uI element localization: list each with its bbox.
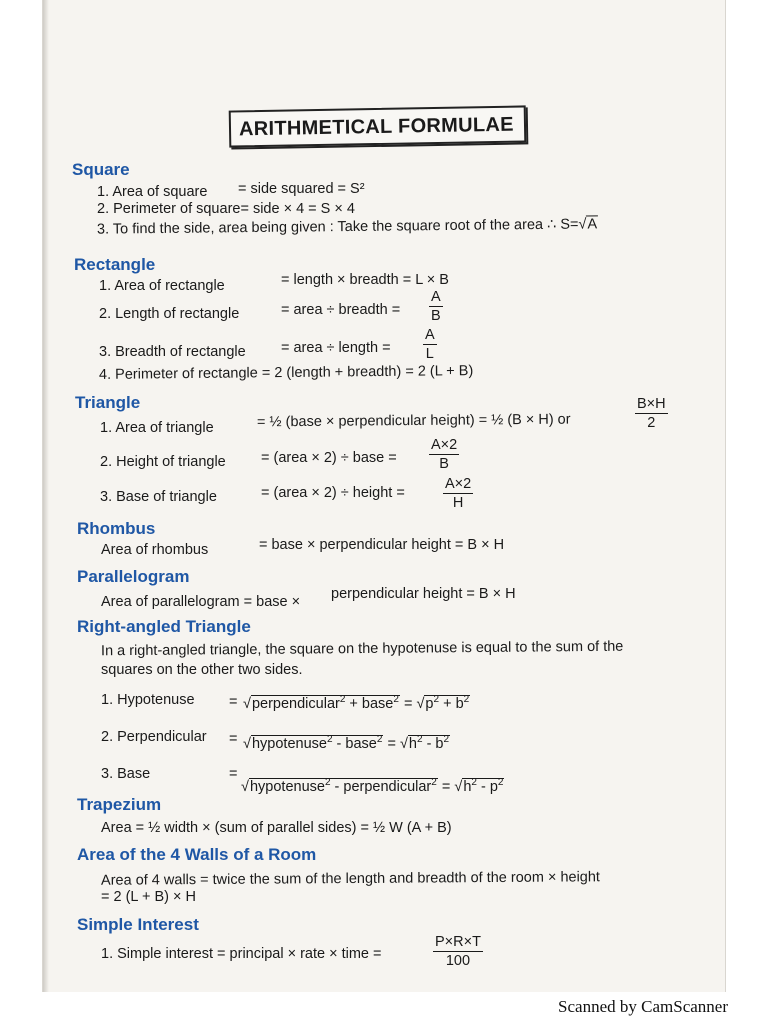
base-label: 3. Base [101, 766, 151, 782]
simple-interest-fraction [433, 934, 483, 969]
rect-breadth-label: 3. Breadth of rectangle [99, 344, 246, 360]
trapezium-area: Area = ½ width × (sum of parallel sides) = ½ W (A + B) [101, 820, 452, 836]
rect-length-denominator: B [431, 308, 441, 324]
simple-interest-formula: 1. Simple interest = principal × rate × time = [101, 946, 382, 962]
parallelogram-area-label: Area of parallelogram = base × [101, 594, 301, 610]
heading-rhombus: Rhombus [77, 519, 156, 538]
hypotenuse-formula: √perpendicular$^2$ + base$^2$ = $√p^2 + b^2$ [243, 694, 470, 712]
rect-breadth-denominator: L [425, 346, 434, 362]
rect-length-numerator: A [431, 289, 441, 305]
pythagoras-statement-line1: In a right-angled triangle, the square on the hypotenuse is equal to the sum of the [100, 638, 624, 660]
rhombus-area-label: Area of rhombus [101, 542, 209, 558]
heading-four-walls: Area of the 4 Walls of a Room [77, 845, 317, 864]
parallelogram-area-formula: perpendicular height = B × H [331, 586, 516, 602]
tri-base-numerator: A×2 [445, 476, 472, 492]
tri-height-label: 2. Height of triangle [100, 454, 226, 470]
tri-area-numerator: B×H [637, 396, 666, 412]
heading-right-triangle: Right-angled Triangle [77, 617, 251, 636]
heading-square: Square [72, 160, 130, 179]
heading-trapezium: Trapezium [77, 795, 162, 814]
heading-rectangle: Rectangle [74, 255, 156, 274]
rect-perimeter: 4. Perimeter of rectangle = 2 (length + breadth) = 2 (L + B) [98, 363, 474, 383]
rect-length-fraction [429, 289, 443, 324]
heading-simple-interest: Simple Interest [77, 915, 199, 934]
scanned-page [42, 0, 726, 992]
tri-base-fraction [443, 476, 473, 511]
page-title: ARITHMETICAL FORMULAE [229, 105, 526, 147]
base-formula: √hypotenuse$^2$ - perpendicular$^2$ = $√h^2 - p^2$ [241, 777, 504, 795]
rect-breadth-formula: = area ÷ length = [281, 340, 391, 356]
tri-base-denominator: H [452, 495, 464, 511]
rect-length-formula: = area ÷ breadth = [281, 302, 401, 318]
rect-length-label: 2. Length of rectangle [99, 306, 240, 322]
scanner-watermark: Scanned by CamScanner [558, 997, 728, 1016]
tri-area-label: 1. Area of triangle [100, 420, 214, 436]
tri-height-numerator: A×2 [431, 437, 458, 453]
rect-area-formula: = length × breadth = L × B [281, 272, 449, 288]
walls-area-line1: Area of 4 walls = twice the sum of the length and breadth of the room × height [100, 869, 601, 889]
tri-area-formula: = ½ (base × perpendicular height) = ½ (B × H) or [256, 411, 571, 431]
walls-area-line2: = 2 (L + B) × H [101, 889, 196, 905]
square-area-label: 1. Area of square [97, 184, 208, 200]
perpendicular-label: 2. Perpendicular [101, 729, 207, 745]
heading-triangle: Triangle [75, 393, 141, 412]
simple-interest-numerator: P×R×T [435, 934, 481, 950]
square-side-text: 3. To find the side, area being given : Take the square root of the area ∴ S=√ [96, 216, 587, 238]
hypotenuse-label: 1. Hypotenuse [101, 692, 195, 708]
tri-height-formula: = (area × 2) ÷ base = [261, 450, 397, 466]
page-edge-shadow [43, 0, 49, 992]
tri-base-label: 3. Base of triangle [100, 489, 217, 505]
square-side-radicand: A [587, 216, 598, 233]
rect-area-label: 1. Area of rectangle [99, 278, 225, 294]
heading-parallelogram: Parallelogram [77, 567, 190, 586]
rhombus-area-formula: = base × perpendicular height = B × H [259, 537, 505, 553]
tri-height-fraction [429, 437, 459, 472]
tri-area-fraction [635, 396, 668, 431]
square-perimeter: 2. Perimeter of square= side × 4 = S × 4 [97, 201, 355, 217]
tri-height-denominator: B [439, 456, 449, 472]
square-side-rule [97, 216, 598, 237]
tri-base-formula: = (area × 2) ÷ height = [261, 485, 405, 501]
tri-area-denominator: 2 [647, 415, 656, 431]
hypotenuse-equals: = [229, 694, 238, 710]
perpendicular-equals: = [229, 731, 238, 747]
rect-breadth-numerator: A [425, 327, 435, 343]
square-area-formula: = side squared = S² [238, 181, 365, 197]
rect-breadth-fraction [423, 327, 437, 362]
pythagoras-statement-line2: squares on the other two sides. [101, 662, 303, 678]
base-equals: = [229, 766, 238, 782]
perpendicular-formula: √hypotenuse$^2$ - base$^2$ = $√h^2 - b^2$ [243, 734, 450, 752]
simple-interest-denominator: 100 [445, 953, 471, 969]
